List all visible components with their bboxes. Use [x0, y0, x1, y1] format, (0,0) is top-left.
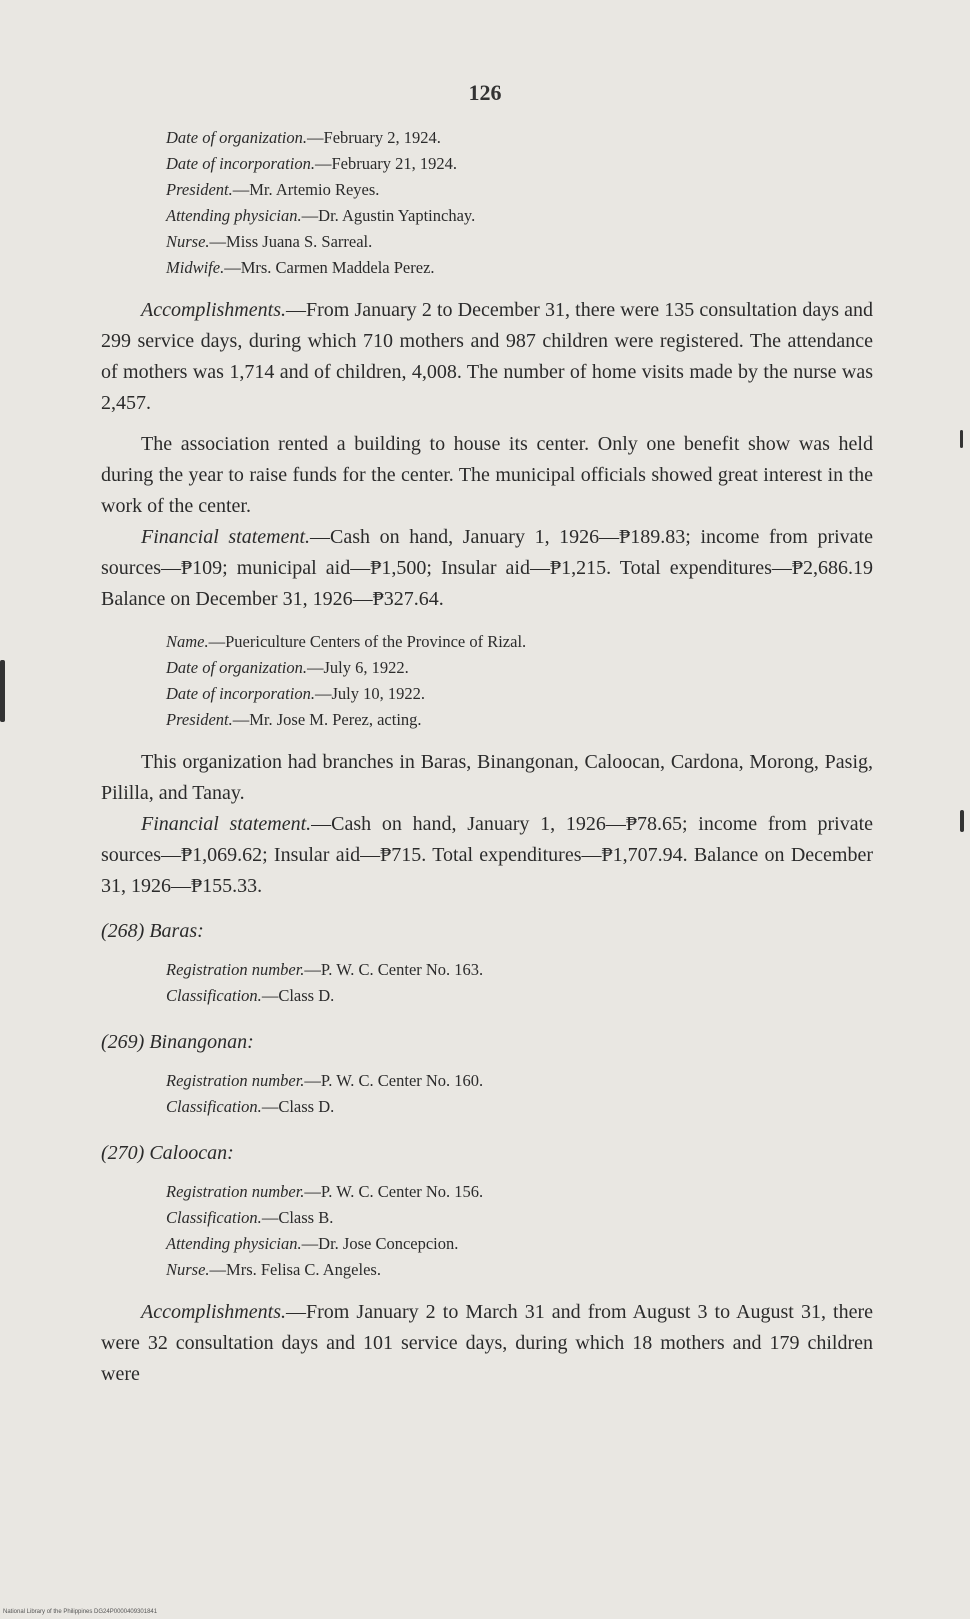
detail-value: —P. W. C. Center No. 160. [304, 1071, 484, 1090]
detail-label: Date of incorporation. [166, 684, 315, 703]
entry-heading: (270) Caloocan: [101, 1142, 234, 1164]
block-2 [101, 629, 873, 733]
block-1 [101, 125, 873, 281]
detail-label: Registration number. [166, 1182, 305, 1201]
detail-line [166, 125, 873, 151]
scan-mark [0, 660, 5, 722]
detail-line [166, 151, 873, 177]
detail-value: —P. W. C. Center No. 163. [304, 960, 484, 979]
detail-line [166, 1068, 873, 1094]
entry-details [101, 1179, 873, 1283]
footer-note: National Library of the Philippines DG24P0000409301841 [3, 1609, 158, 1615]
paragraph-label: Accomplishments. [141, 299, 286, 321]
paragraph-text: —From January 2 to March 31 and from August 3 to August 31, there were 32 consultation days and 101 service days, during which 18 mothers and 179 children were [101, 1301, 873, 1385]
paragraph-text: —Cash on hand, January 1, 1926—₱189.83; income from private sources—₱109; municipal aid—₱1,500; Insular aid—₱1,215. Total expenditures—₱2,686.19 Balance on December 31, 1926—₱327.64. [101, 526, 873, 610]
scan-mark [960, 430, 963, 448]
detail-label: Classification. [166, 986, 262, 1005]
detail-label: Date of organization. [166, 128, 308, 147]
detail-value: —February 21, 1924. [314, 154, 458, 173]
entry-heading: (268) Baras: [101, 920, 204, 942]
page-number: 126 [468, 80, 502, 105]
detail-label: Classification. [166, 1208, 262, 1227]
paragraph-label: Accomplishments. [141, 1301, 286, 1323]
detail-line [166, 203, 873, 229]
detail-label: President. [166, 710, 233, 729]
detail-line [166, 707, 873, 733]
paragraph-text: —From January 2 to December 31, there were 135 consultation days and 299 service days, during which 710 mothers and 987 children were registered. The attendance of mothers was 1,714 and of children, 4,008. The number of home visits made by the nurse was 2,457. [101, 299, 873, 414]
paragraph-label: Financial statement. [141, 813, 312, 835]
detail-value: —Dr. Agustin Yaptinchay. [301, 206, 476, 225]
detail-label: Date of organization. [166, 658, 308, 677]
detail-line [166, 1179, 873, 1205]
paragraph-text: —Cash on hand, January 1, 1926—₱78.65; income from private sources—₱1,069.62; Insular aid—₱715. Total expenditures—₱1,707.94. Balance on December 31, 1926—₱155.33. [101, 813, 874, 897]
detail-label: Midwife. [166, 258, 225, 277]
detail-line [166, 957, 873, 983]
paragraph-text: This organization had branches in Baras, Binangonan, Caloocan, Cardona, Morong, Pasig, Pililla, and Tanay. [101, 751, 873, 804]
detail-line [166, 681, 873, 707]
detail-label: Date of incorporation. [166, 154, 315, 173]
detail-line [166, 1094, 873, 1120]
detail-label: Nurse. [166, 232, 210, 251]
detail-line [166, 983, 873, 1009]
entry-heading: (269) Binangonan: [101, 1031, 254, 1053]
detail-label: Name. [166, 632, 209, 651]
detail-line [166, 629, 873, 655]
detail-value: —Class D. [261, 986, 335, 1005]
detail-line [166, 1231, 873, 1257]
detail-label: Attending physician. [166, 206, 302, 225]
paragraph [101, 522, 873, 615]
detail-value: —Mrs. Felisa C. Angeles. [209, 1260, 381, 1279]
scan-mark [960, 810, 964, 832]
detail-value: —Miss Juana S. Sarreal. [209, 232, 373, 251]
entry-details [101, 1068, 873, 1120]
paragraph [101, 429, 873, 522]
detail-value: —P. W. C. Center No. 156. [304, 1182, 484, 1201]
detail-label: Registration number. [166, 960, 305, 979]
detail-label: Classification. [166, 1097, 262, 1116]
detail-value: —Mr. Artemio Reyes. [232, 180, 380, 199]
paragraph [101, 809, 873, 902]
page-content [101, 125, 873, 1390]
paragraph [101, 747, 873, 809]
detail-label: Attending physician. [166, 1234, 302, 1253]
detail-value: —Mrs. Carmen Maddela Perez. [224, 258, 435, 277]
detail-line [166, 655, 873, 681]
entry-details [101, 957, 873, 1009]
detail-line [166, 255, 873, 281]
detail-label: Registration number. [166, 1071, 305, 1090]
detail-label: President. [166, 180, 233, 199]
detail-value: —Puericulture Centers of the Province of Rizal. [208, 632, 527, 651]
detail-value: —Mr. Jose M. Perez, acting. [232, 710, 422, 729]
detail-line [166, 1205, 873, 1231]
paragraph [101, 295, 873, 419]
detail-value: —July 10, 1922. [314, 684, 425, 703]
paragraph-text: The association rented a building to house its center. Only one benefit show was held during the year to raise funds for the center. The municipal officials showed great interest in the work of the center. [101, 433, 873, 517]
detail-value: —July 6, 1922. [307, 658, 409, 677]
detail-line [166, 229, 873, 255]
detail-value: —Class B. [261, 1208, 334, 1227]
detail-value: —Class D. [261, 1097, 335, 1116]
detail-label: Nurse. [166, 1260, 210, 1279]
detail-line [166, 177, 873, 203]
paragraph [101, 1297, 873, 1390]
paragraph-label: Financial statement. [141, 526, 311, 548]
detail-line [166, 1257, 873, 1283]
detail-value: —February 2, 1924. [307, 128, 441, 147]
detail-value: —Dr. Jose Concepcion. [301, 1234, 459, 1253]
